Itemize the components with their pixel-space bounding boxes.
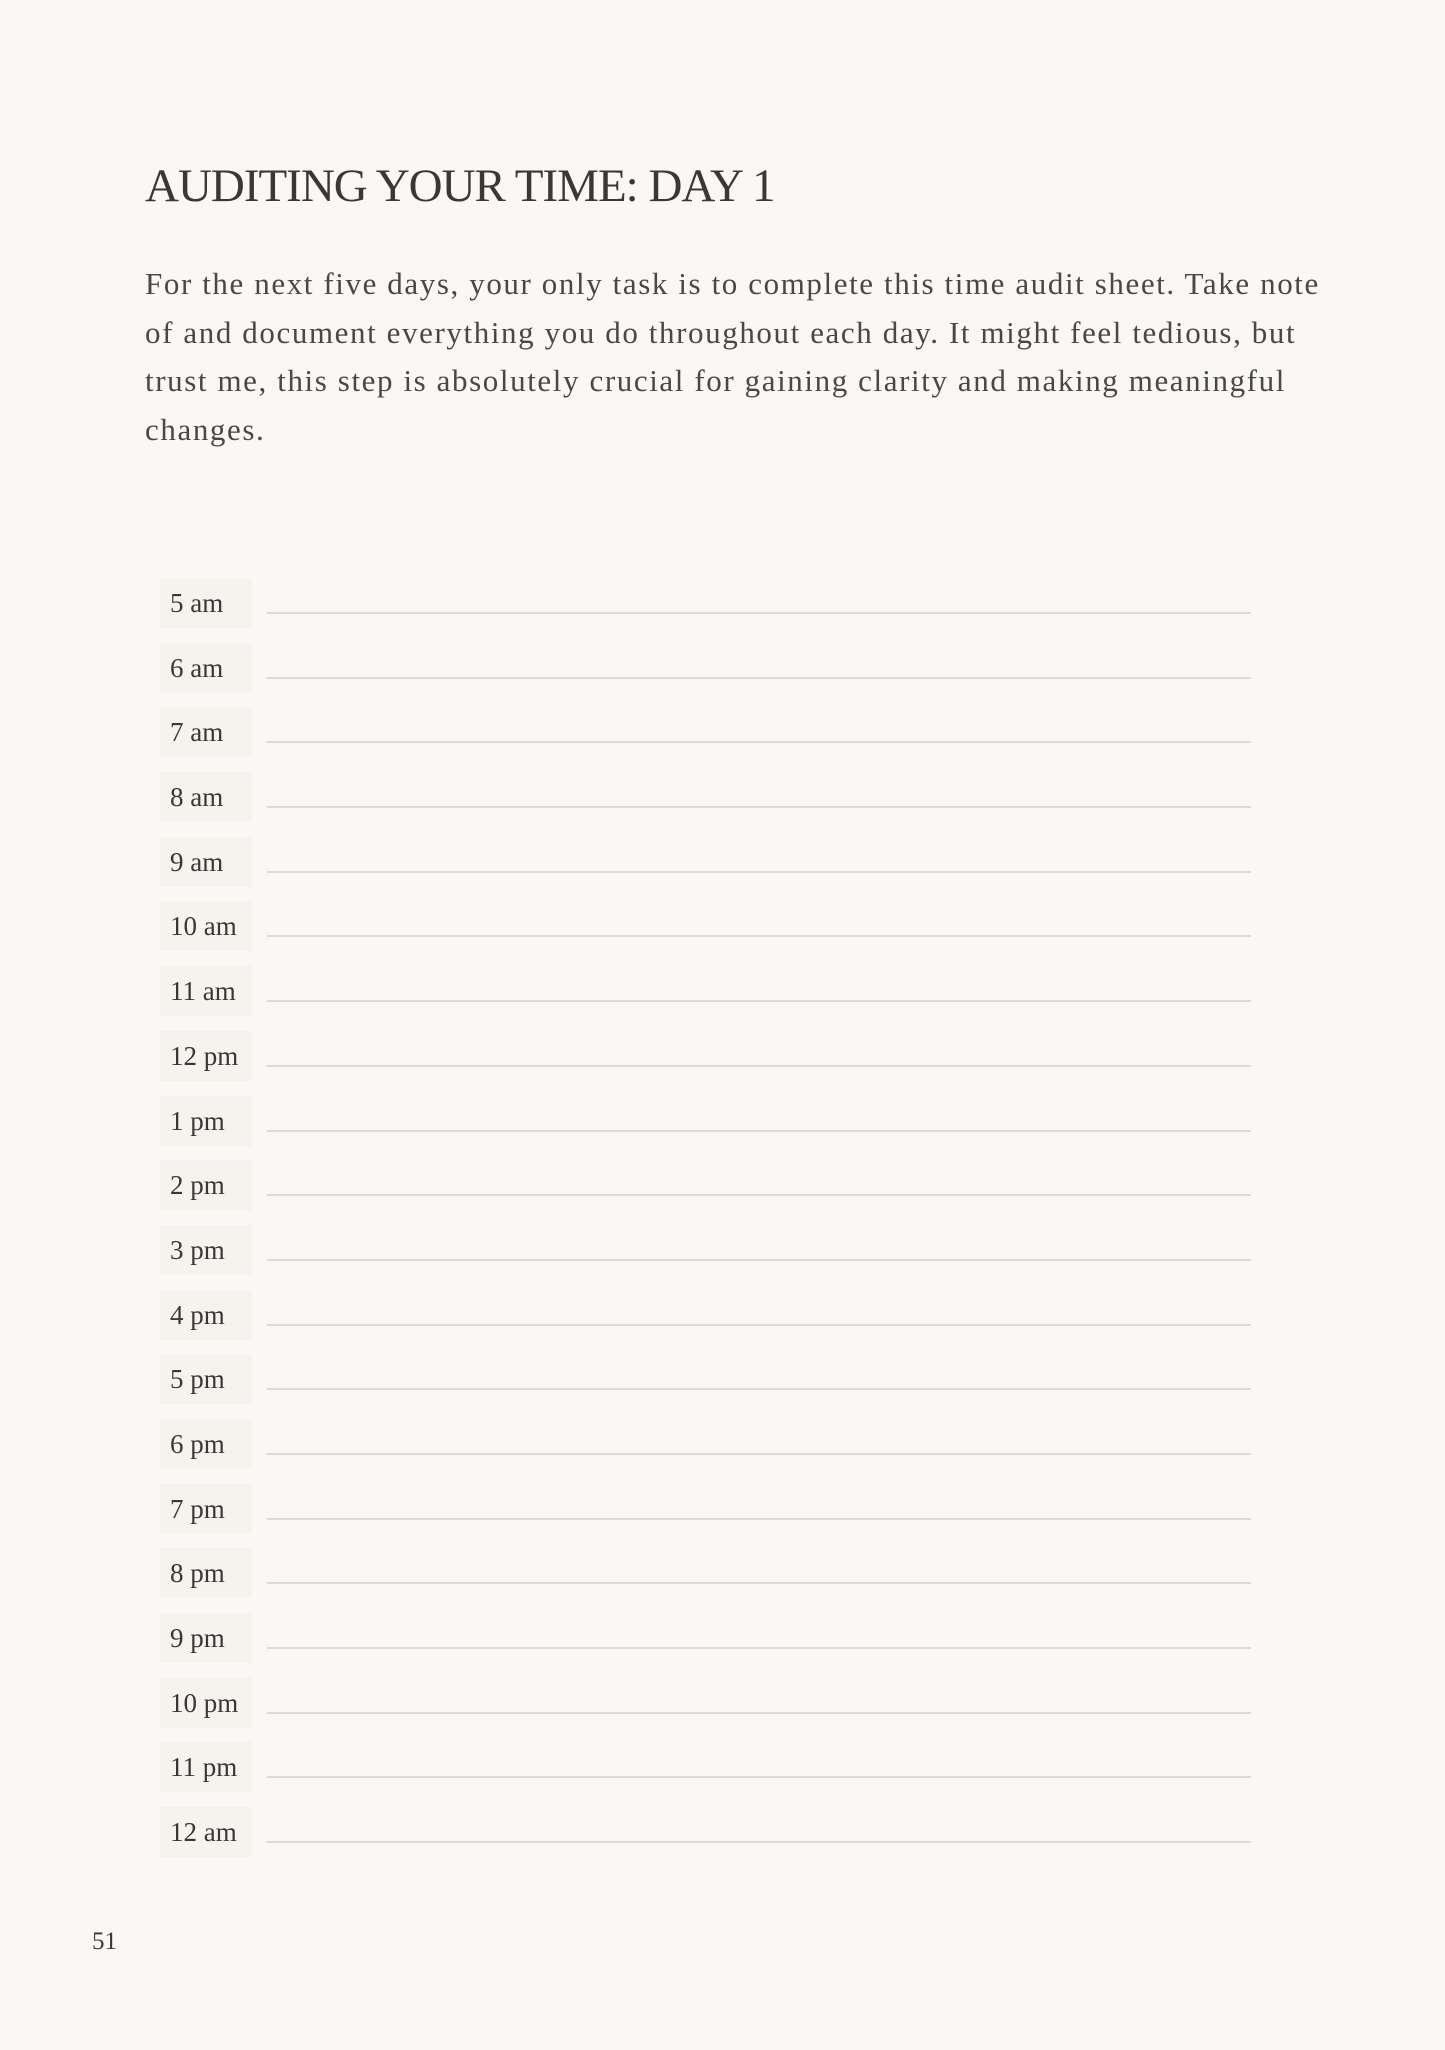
page-title: AUDITING YOUR TIME: DAY 1 [145,160,775,212]
hour-entry-line[interactable] [267,1065,1251,1067]
hour-row [160,1605,1260,1670]
hour-label: 10 pm [160,1678,252,1728]
hour-entry-line[interactable] [267,1712,1251,1714]
hour-row [160,829,1260,894]
hour-label: 12 pm [160,1031,252,1081]
hour-label: 7 pm [160,1484,252,1534]
intro-paragraph: For the next five days, your only task is to complete this time audit sheet. Take note of and document everything you do throughout each day. It might feel tedious, but trust me, this step is absolutely crucial for gaining clarity and making meaningful changes. [145,266,1320,447]
hour-row [160,1217,1260,1282]
hour-row [160,1540,1260,1605]
hour-entry-line[interactable] [267,1194,1251,1196]
hour-row [160,1799,1260,1864]
hour-entry-line[interactable] [267,1000,1251,1002]
hour-entry-line[interactable] [267,1776,1251,1778]
hour-label: 11 pm [160,1742,252,1792]
hour-label: 9 am [160,837,252,887]
hour-row [160,1023,1260,1088]
hour-entry-line[interactable] [267,612,1251,614]
hour-label: 10 am [160,901,252,951]
hour-row [160,1088,1260,1153]
hour-row [160,1346,1260,1411]
hour-entry-line[interactable] [267,677,1251,679]
hour-label: 1 pm [160,1096,252,1146]
hour-entry-line[interactable] [267,1647,1251,1649]
hour-label: 5 am [160,578,252,628]
hour-label: 8 am [160,772,252,822]
hour-row [160,764,1260,829]
hour-entry-line[interactable] [267,1453,1251,1455]
time-audit-schedule [160,570,1260,1864]
hour-entry-line[interactable] [267,1130,1251,1132]
hour-entry-line[interactable] [267,1518,1251,1520]
hour-entry-line[interactable] [267,741,1251,743]
hour-entry-line[interactable] [267,871,1251,873]
hour-row [160,570,1260,635]
hour-row [160,1411,1260,1476]
hour-label: 12 am [160,1807,252,1857]
hour-row [160,1670,1260,1735]
hour-entry-line[interactable] [267,935,1251,937]
hour-entry-line[interactable] [267,1388,1251,1390]
hour-row [160,635,1260,700]
hour-entry-line[interactable] [267,1841,1251,1843]
hour-row [160,1476,1260,1541]
hour-label: 2 pm [160,1160,252,1210]
hour-row [160,1282,1260,1347]
hour-row [160,893,1260,958]
hour-label: 8 pm [160,1548,252,1598]
hour-entry-line[interactable] [267,1582,1251,1584]
page-number: 51 [92,1928,117,1955]
hour-label: 5 pm [160,1354,252,1404]
hour-label: 6 am [160,643,252,693]
hour-label: 7 am [160,707,252,757]
hour-label: 9 pm [160,1613,252,1663]
hour-row [160,1734,1260,1799]
hour-entry-line[interactable] [267,1259,1251,1261]
hour-row [160,958,1260,1023]
hour-entry-line[interactable] [267,806,1251,808]
hour-label: 6 pm [160,1419,252,1469]
hour-label: 4 pm [160,1290,252,1340]
hour-label: 11 am [160,966,252,1016]
hour-entry-line[interactable] [267,1324,1251,1326]
hour-row [160,699,1260,764]
hour-row [160,1152,1260,1217]
hour-label: 3 pm [160,1225,252,1275]
